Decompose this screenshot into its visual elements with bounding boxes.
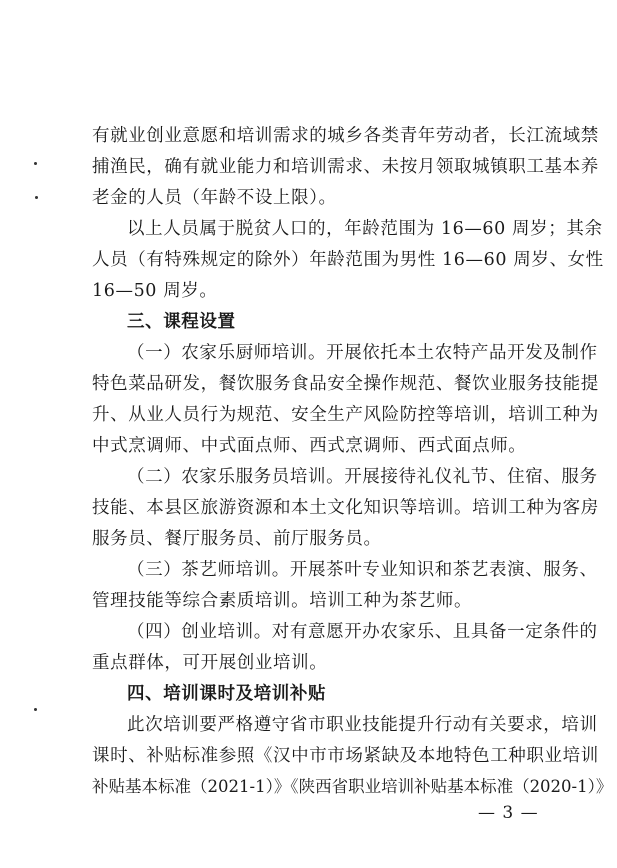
text-line: （三）茶艺师培训。开展茶叶专业知识和茶艺表演、服务、 <box>127 560 598 580</box>
margin-mark <box>34 708 37 711</box>
text-line: 捕渔民，确有就业能力和培训需求、未按月领取城镇职工基本养 <box>92 157 599 177</box>
text-line: 16—50 周岁。 <box>92 281 218 301</box>
text-line: 服务员、餐厅服务员、前厅服务员。 <box>92 529 382 549</box>
text-line: （四）创业培训。对有意愿开办农家乐、且具备一定条件的 <box>127 622 598 642</box>
text-line: 管理技能等综合素质培训。培训工种为茶艺师。 <box>92 591 473 611</box>
text-line: 升、从业人员行为规范、安全生产风险防控等培训，培训工种为 <box>92 405 599 425</box>
text-line: 以上人员属于脱贫人口的，年龄范围为 16—60 周岁；其余 <box>127 219 603 239</box>
text-line: 人员（有特殊规定的除外）年龄范围为男性 16—60 周岁、女性 <box>92 250 604 270</box>
text-line: （二）农家乐服务员培训。开展接待礼仪礼节、住宿、服务 <box>127 467 598 487</box>
text-line: 补贴基本标准（2021-1）》《陕西省职业培训补贴基本标准（2020-1）》 <box>92 777 613 796</box>
text-line: 老金的人员（年龄不设上限）。 <box>92 188 337 208</box>
text-line: （一）农家乐厨师培训。开展依托本土农特产品开发及制作 <box>127 343 598 363</box>
page-number: — 3 — <box>478 803 539 823</box>
text-line: 技能、本县区旅游资源和本土文化知识等培训。培训工种为客房 <box>92 498 599 518</box>
text-line: 有就业创业意愿和培训需求的城乡各类青年劳动者，长江流域禁 <box>92 126 599 146</box>
section-heading: 三、课程设置 <box>127 312 236 332</box>
margin-mark <box>35 196 38 199</box>
text-line: 特色菜品研发，餐饮服务食品安全操作规范、餐饮业服务技能提 <box>92 374 599 394</box>
text-line: 课时、补贴标准参照《汉中市市场紧缺及本地特色工种职业培训 <box>92 746 599 766</box>
text-line: 中式烹调师、中式面点师、西式烹调师、西式面点师。 <box>92 436 527 456</box>
text-line: 此次培训要严格遵守省市职业技能提升行动有关要求，培训 <box>127 715 598 735</box>
margin-mark <box>34 162 37 165</box>
text-line: 重点群体，可开展创业培训。 <box>92 653 328 673</box>
section-heading: 四、培训课时及培训补贴 <box>127 684 327 704</box>
